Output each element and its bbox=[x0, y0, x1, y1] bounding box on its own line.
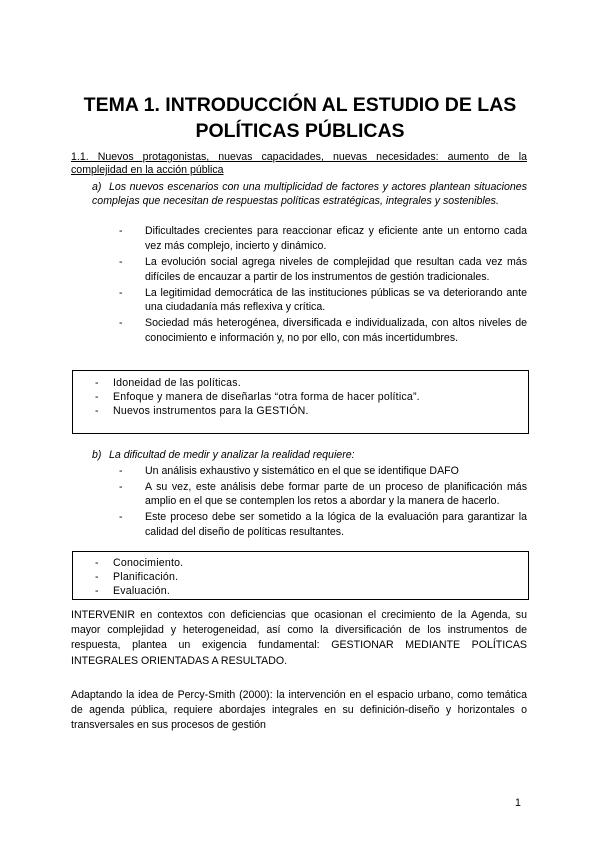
dash-bullet: - bbox=[119, 510, 123, 523]
dash-bullet: - bbox=[95, 391, 99, 403]
summary-box-1 bbox=[72, 370, 529, 434]
section-a-intro bbox=[92, 181, 527, 208]
summary-box-1-list bbox=[95, 376, 420, 418]
paragraph-percy-smith: Adaptando la idea de Percy-Smith (2000): la intervención en el espacio urbano, como temática de agenda pública, requiere abordajes integrales en su definición-diseño y horizontales o transversales en sus procesos de gestión bbox=[71, 689, 527, 732]
dash-bullet: - bbox=[119, 286, 123, 299]
dash-bullet: - bbox=[95, 377, 99, 389]
summary-box-2-list bbox=[95, 556, 184, 598]
list-item: - La evolución social agrega niveles de complejidad que resultan cada vez más difíciles de encauzar a partir de los instrumentos de gestión tradicionales. bbox=[119, 255, 527, 283]
page-number: 1 bbox=[515, 797, 521, 809]
summary-box-2 bbox=[72, 551, 529, 600]
list-item: - Sociedad más heterogénea, diversificada e individualizada, con altos niveles de conocimiento e información y, no por ello, con más incertidumbres. bbox=[119, 317, 527, 345]
document-title bbox=[60, 92, 540, 144]
title-line-1: TEMA 1. INTRODUCCIÓN AL ESTUDIO DE LAS bbox=[83, 94, 517, 116]
list-item: - Planificación. bbox=[95, 571, 179, 583]
list-item: - Dificultades crecientes para reaccionar eficaz y eficiente ante un entorno cada vez más complejo, incierto y dinámico. bbox=[119, 225, 527, 252]
list-item: - Enfoque y manera de diseñarlas “otra forma de hacer política”. bbox=[95, 391, 420, 403]
dash-bullet: - bbox=[95, 557, 99, 569]
list-item: - Conocimiento. bbox=[95, 557, 184, 569]
section-a-text: Los nuevos escenarios con una multiplicidad de factores y actores plantean situaciones complejas que necesitan de respuestas políticas estratégicas, integrales y sostenibles. bbox=[92, 181, 527, 207]
list-item: - Nuevos instrumentos para la GESTIÓN. bbox=[95, 405, 309, 417]
section-b-label: b) bbox=[92, 449, 102, 461]
section-a-list bbox=[119, 224, 527, 347]
list-item: - Este proceso debe ser sometido a la lógica de la evaluación para garantizar la calidad del diseño de políticas resultantes. bbox=[119, 510, 527, 538]
paragraph-intervenir: INTERVENIR en contextos con deficiencias que ocasionan el crecimiento de la Agenda, su mayor complejidad y heterogeneidad, así como la diversificación de los instrumentos de respuesta, plantea un exigencia fundamental: GESTIONAR MEDIANTE POLÍTICAS INTEGRALES ORIENTADAS A RESULTADO. bbox=[71, 609, 527, 667]
list-item: - La legitimidad democrática de las instituciones públicas se va deteriorando ante una ciudadanía más reflexiva y crítica. bbox=[119, 286, 527, 314]
dash-bullet: - bbox=[119, 317, 123, 330]
dash-bullet: - bbox=[95, 405, 99, 417]
dash-bullet: - bbox=[95, 571, 99, 583]
section-b-intro bbox=[92, 449, 532, 462]
list-item: - A su vez, este análisis debe formar parte de un proceso de planificación más amplio en el que se contemplen los retos a abordar y la manera de hacerlo. bbox=[119, 480, 527, 508]
section-b-list bbox=[119, 464, 527, 540]
section-a-label: a) bbox=[92, 181, 102, 193]
list-item: - Un análisis exhaustivo y sistemático en el que se identifique DAFO bbox=[119, 465, 459, 477]
dash-bullet: - bbox=[119, 255, 123, 268]
title-line-2: POLÍTICAS PÚBLICAS bbox=[195, 120, 405, 142]
dash-bullet: - bbox=[119, 225, 123, 237]
dash-bullet: - bbox=[119, 465, 123, 477]
section-heading: 1.1. Nuevos protagonistas, nuevas capacidades, nuevas necesidades: aumento de la complejidad en la acción pública bbox=[71, 151, 527, 176]
list-item: - Evaluación. bbox=[95, 585, 170, 597]
dash-bullet: - bbox=[95, 585, 99, 597]
dash-bullet: - bbox=[119, 480, 123, 493]
section-b-text: La dificultad de medir y analizar la realidad requiere: bbox=[109, 449, 355, 461]
list-item: - Idoneidad de las políticas. bbox=[95, 377, 241, 389]
